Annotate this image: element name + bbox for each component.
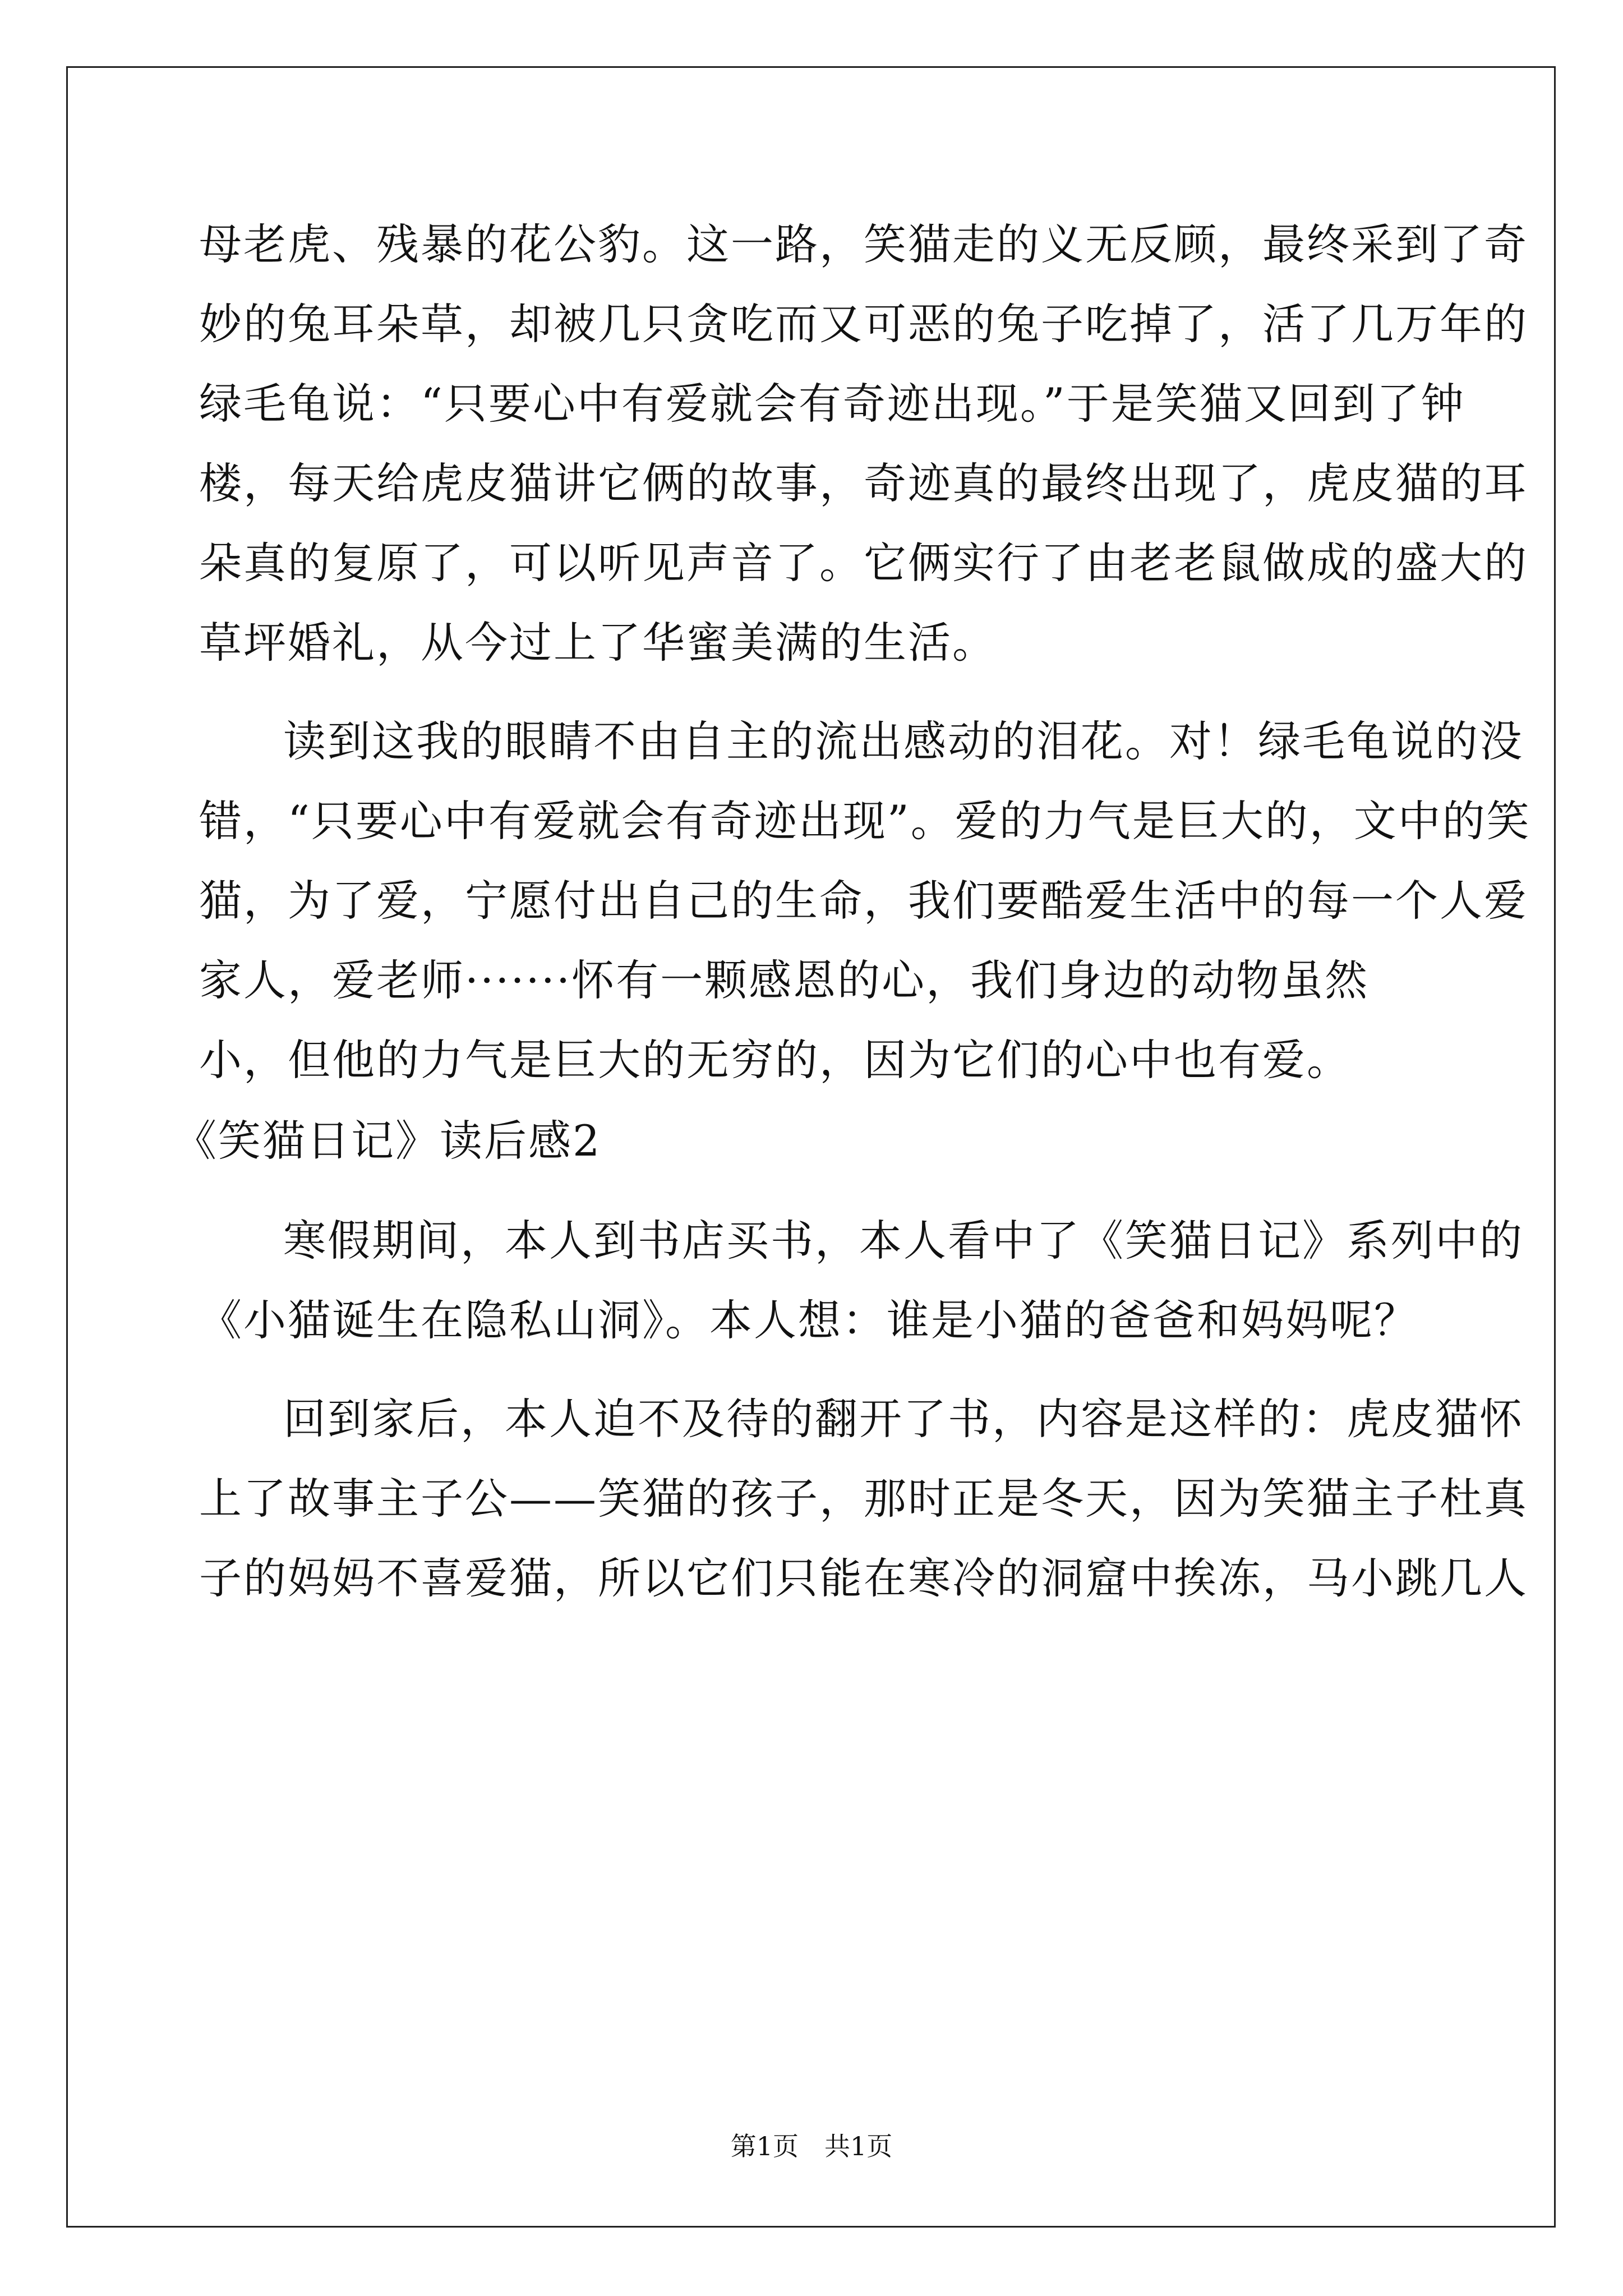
text-line: 小，但他的力气是巨大的无穷的，因为它们的心中也有爱。 — [199, 1035, 1351, 1085]
text-line: 家人，爱老师·······怀有一颗感恩的心，我们身边的动物虽然 — [199, 955, 1370, 1005]
page-footer: 第1页 共1页 — [730, 2131, 893, 2161]
text-line: 楼，每天给虎皮猫讲它俩的故事，奇迹真的最终出现了，虎皮猫的耳 — [199, 458, 1528, 508]
text-line: 寒假期间，本人到书店买书，本人看中了《笑猫日记》系列中的 — [283, 1216, 1524, 1266]
text-line: 猫，为了爱，宁愿付出自己的生命，我们要酷爱生活中的每一个人爱 — [199, 876, 1528, 926]
text-line: 回到家后，本人迫不及待的翻开了书，内容是这样的：虎皮猫怀 — [283, 1394, 1524, 1444]
text-line: 母老虎、残暴的花公豹。这一路，笑猫走的义无反顾，最终采到了奇 — [199, 219, 1528, 269]
text-line: 上了故事主子公——笑猫的孩子，那时正是冬天，因为笑猫主子杜真 — [199, 1474, 1528, 1524]
text-line: 读到这我的眼睛不由自主的流出感动的泪花。对！绿毛龟说的没 — [283, 716, 1524, 766]
text-line: 《小猫诞生在隐私山洞》。本人想：谁是小猫的爸爸和妈妈呢？ — [199, 1295, 1418, 1345]
text-line: 绿毛龟说：“只要心中有爱就会有奇迹出现。”于是笑猫又回到了钟 — [199, 379, 1465, 429]
text-line: 错，“只要心中有爱就会有奇迹出现”。爱的力气是巨大的，文中的笑 — [199, 796, 1531, 846]
text-line: 妙的兔耳朵草，却被几只贪吃而又可恶的兔子吃掉了，活了几万年的 — [199, 299, 1528, 349]
text-line: 朵真的复原了，可以听见声音了。它俩实行了由老老鼠做成的盛大的 — [199, 538, 1528, 588]
section-heading: 《笑猫日记》读后感2 — [174, 1116, 602, 1166]
text-line: 草坪婚礼，从今过上了华蜜美满的生活。 — [199, 618, 997, 668]
text-line: 子的妈妈不喜爱猫，所以它们只能在寒冷的洞窟中挨冻，马小跳几人 — [199, 1553, 1528, 1603]
